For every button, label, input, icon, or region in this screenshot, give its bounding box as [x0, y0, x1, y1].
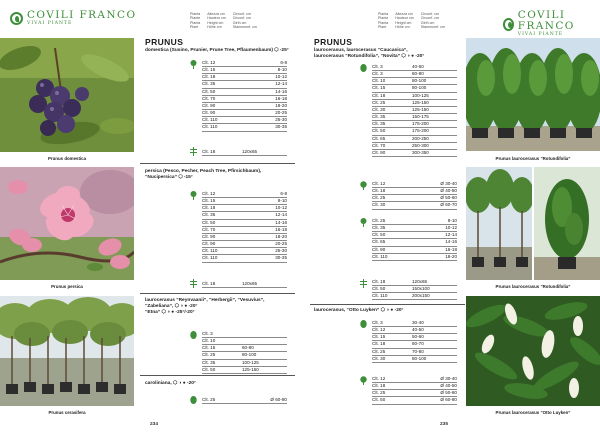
- table-laurocerasus: [372, 64, 457, 157]
- section-prunus-laurocerasus: [314, 38, 464, 60]
- table-row: Clt. 12 40-50: [372, 327, 457, 334]
- table-row: Clt. 50 14-16: [202, 89, 287, 96]
- genus-title: PRUNUS: [314, 37, 353, 47]
- table-domestica-espalier: [202, 149, 287, 156]
- species-description: laurocerasus, “Otto Luyken” ⬡ ◑ ● -20°: [314, 308, 404, 313]
- section-divider: [310, 304, 465, 305]
- table-row: Clt. 110 30-35: [202, 255, 287, 262]
- table-row: Clt. 18 Ø 40-50: [372, 383, 457, 390]
- brand-subtitle: VIVAI PIANTE: [27, 21, 73, 26]
- table-row: Clt. 90 18-20: [202, 234, 287, 241]
- caption-laurocerasus-rotundifolia-2: Prunus laurocerasus “Rotundifolia”: [495, 284, 571, 289]
- table-row: Clt. 90 20-25: [202, 241, 287, 248]
- section-divider: [140, 163, 295, 164]
- table-row: Clt. 35 175-200: [372, 121, 457, 128]
- ball-form-icon: [360, 376, 367, 385]
- table-row: Clt. 90 16-18: [372, 247, 457, 254]
- table-row: Clt. 15 8-10: [202, 198, 287, 205]
- table-row: Clt. 25 Ø 50-60: [372, 195, 457, 202]
- shrub-form-icon: [190, 396, 197, 405]
- table-row: Clt. 35 150-175: [372, 114, 457, 121]
- table-row: Clt. 110 18-20: [372, 254, 457, 261]
- page-number: 235: [440, 422, 449, 427]
- table-row: Clt. 25 70-80: [372, 349, 457, 356]
- species-description: domestica (Susino, Prunier, Prune Tree, Pflaumenbaum) ⬡ -25°: [145, 48, 289, 53]
- brand-name: COVILI FRANCO: [27, 9, 137, 21]
- species-description-cont: laurocerasus “Rotundifolia”, “Novita” ⬡ ◑ ● -20°: [314, 53, 425, 59]
- table-row: Clt. 110 30-35: [202, 124, 287, 131]
- table-row: Clt. 18 120x65: [372, 279, 457, 286]
- brand-logo: [503, 10, 600, 38]
- table-row: Clt. 18 Ø 40-50: [372, 188, 457, 195]
- table-row: Clt. 30 Ø 60-70: [372, 202, 457, 209]
- table-row: Clt. 35 100-125: [202, 360, 287, 367]
- table-row: Clt. 3 30-40: [372, 320, 457, 327]
- language-legend: [190, 12, 257, 29]
- shrub-form-icon: [360, 320, 367, 329]
- table-row: Clt. 18 100-125: [372, 93, 457, 100]
- table-row: Clt. 35 10-12: [372, 225, 457, 232]
- espalier-form-icon: [190, 147, 197, 156]
- legend-col-girth: Circonf. cm Circonf. cm Girth cm Stammumf. cm: [420, 12, 445, 29]
- table-persica: [202, 191, 287, 263]
- table-row: Clt. 110 25-30: [202, 117, 287, 124]
- table-row: Clt. 70 16-18: [202, 227, 287, 234]
- right-page: [300, 0, 600, 436]
- table-row: Clt. 25 Ø 60-80: [202, 397, 287, 404]
- section-prunus-caroliniana: [145, 381, 295, 387]
- table-row: Clt. 12 6-8: [202, 191, 287, 198]
- caption-laurocerasus-otto-luyken: Prunus laurocerasus “Otto Luyken”: [495, 410, 571, 415]
- table-row: Clt. 18 60-70: [372, 341, 457, 348]
- table-laurocerasus-varieties: [202, 331, 287, 374]
- caption-prunus-domestica: Prunus domestica: [47, 156, 87, 161]
- table-row: Clt. 65 14-16: [372, 239, 457, 246]
- table-row: Clt. 12 6-8: [202, 60, 287, 67]
- shrub-form-icon: [360, 64, 367, 73]
- tree-form-icon: [190, 191, 197, 200]
- table-row: Clt. 50 12-14: [372, 232, 457, 239]
- ball-form-icon: [360, 181, 367, 190]
- photo-laurocerasus-standard-trees: [466, 167, 532, 280]
- table-row: Clt. 90 300-350: [372, 150, 457, 157]
- caption-prunus-cerasifera: Prunus cerasifera: [48, 410, 86, 415]
- tree-form-icon: [360, 218, 367, 227]
- table-row: Clt. 25 Ø 50-60: [372, 390, 457, 397]
- table-row: Clt. 15 50-60: [372, 334, 457, 341]
- table-row: Clt. 18 120x65: [202, 281, 287, 288]
- genus-title: PRUNUS: [145, 37, 184, 47]
- photo-prunus-persica: [0, 167, 134, 280]
- legend-col-plant: Pianta Plante Planta Plant: [190, 12, 201, 29]
- table-row: Clt. 10 80-100: [372, 78, 457, 85]
- table-row: Clt. 50 150x100: [372, 286, 457, 293]
- photo-laurocerasus-potted-shrub: [534, 167, 600, 280]
- table-row: Clt. 110 200x150: [372, 293, 457, 300]
- table-row: Clt. 110 25-30: [202, 248, 287, 255]
- table-row: Clt. 3 40-60: [372, 64, 457, 71]
- table-row: Clt. 30 80-100: [372, 356, 457, 363]
- table-row: Clt. 70 16-18: [202, 96, 287, 103]
- table-row: Clt. 10: [202, 338, 287, 345]
- table-row: Clt. 25 125-150: [372, 100, 457, 107]
- table-otto-luyken: [372, 320, 457, 363]
- brand-subtitle: VIVAI PIANTE: [517, 32, 564, 37]
- species-description-cont: “Zabeliana”, ⬡ ◑ ● -20°: [145, 303, 198, 309]
- table-otto-luyken-ball: [372, 376, 457, 405]
- language-legend: [378, 12, 445, 29]
- table-row: Clt. 3: [202, 331, 287, 338]
- table-row: Clt. 35 12-14: [202, 81, 287, 88]
- brand-logo: [10, 10, 136, 27]
- section-prunus-persica: [145, 169, 295, 181]
- table-row: Clt. 50 175-200: [372, 128, 457, 135]
- species-description: laurocerasus, laurocerasus “Caucasica”,: [314, 48, 408, 53]
- table-row: Clt. 15 8-10: [202, 67, 287, 74]
- section-divider: [140, 293, 295, 294]
- table-domestica: [202, 60, 287, 132]
- species-description: caroliniana, ⬡ ◑ ● -20°: [145, 381, 196, 386]
- shrub-form-icon: [190, 331, 197, 340]
- table-laurocerasus-ball: [372, 181, 457, 210]
- table-row: Clt. 35 12-14: [202, 212, 287, 219]
- legend-col-height: Altezza cm Hauteur cm Height cm Höhe cm: [207, 12, 226, 29]
- table-row: Clt. 25 80-100: [202, 352, 287, 359]
- species-description-cont: “Etna” ⬡ ◑ ● -25°/-20°: [145, 309, 195, 315]
- legend-col-plant: Pianta Plante Planta Plant: [378, 12, 389, 29]
- espalier-form-icon: [360, 279, 367, 288]
- species-description: persica (Pesco, Pecher, Peach Tree, Pfirsichbaum),: [145, 169, 262, 174]
- leaf-logo-icon: [503, 18, 514, 31]
- table-row: Clt. 90 20-25: [202, 110, 287, 117]
- table-row: Clt. 15 60-80: [202, 345, 287, 352]
- table-row: Clt. 65 200-250: [372, 136, 457, 143]
- table-row: Clt. 15 80-100: [372, 85, 457, 92]
- table-row: Clt. 25 8-10: [372, 218, 457, 225]
- table-row: Clt. 90 18-20: [202, 103, 287, 110]
- table-row: Clt. 30 125-150: [372, 107, 457, 114]
- table-row: Clt. 50 125-150: [202, 367, 287, 374]
- table-row: Clt. 3 60-80: [372, 71, 457, 78]
- photo-prunus-domestica: [0, 38, 134, 152]
- caption-laurocerasus-rotundifolia-1: Prunus laurocerasus “Rotundifolia”: [495, 156, 571, 161]
- espalier-form-icon: [190, 279, 197, 288]
- table-row: Clt. 18 120x65: [202, 149, 287, 156]
- table-laurocerasus-standard: [372, 218, 457, 261]
- legend-col-height: Altezza cm Hauteur cm Height cm Höhe cm: [395, 12, 414, 29]
- section-prunus-otto-luyken: [314, 308, 464, 314]
- species-description-cont: “Nucipersica” ⬡ -15°: [145, 174, 193, 180]
- leaf-logo-icon: [10, 12, 23, 25]
- table-row: Clt. 12 Ø 30-40: [372, 181, 457, 188]
- photo-prunus-cerasifera: [0, 296, 134, 406]
- page-number: 234: [150, 422, 159, 427]
- legend-col-girth: Circonf. cm Circonf. cm Girth cm Stammumf. cm: [232, 12, 257, 29]
- caption-prunus-persica: Prunus persica: [51, 284, 83, 289]
- table-row: Clt. 18 10-12: [202, 74, 287, 81]
- tree-form-icon: [190, 60, 197, 69]
- table-row: Clt. 18 10-12: [202, 205, 287, 212]
- table-row: Clt. 50 Ø 60-80: [372, 397, 457, 404]
- section-prunus-domestica: [145, 38, 295, 54]
- table-row: Clt. 70 250-300: [372, 143, 457, 150]
- brand-name: COVILI FRANCO: [517, 9, 575, 32]
- table-row: Clt. 50 14-16: [202, 220, 287, 227]
- photo-laurocerasus-rotundifolia-hedge: [466, 38, 600, 151]
- table-row: Clt. 12 Ø 30-40: [372, 376, 457, 383]
- table-caroliniana: [202, 397, 287, 404]
- table-persica-espalier: [202, 281, 287, 288]
- section-divider: [140, 375, 295, 376]
- photo-laurocerasus-otto-luyken: [466, 296, 600, 406]
- species-description: laurocerasus “Reynvaanii”, “Herbergii”, “Vesuvius”,: [145, 298, 265, 303]
- section-prunus-laurocerasus-varieties: [145, 298, 295, 315]
- table-laurocerasus-espalier: [372, 279, 457, 300]
